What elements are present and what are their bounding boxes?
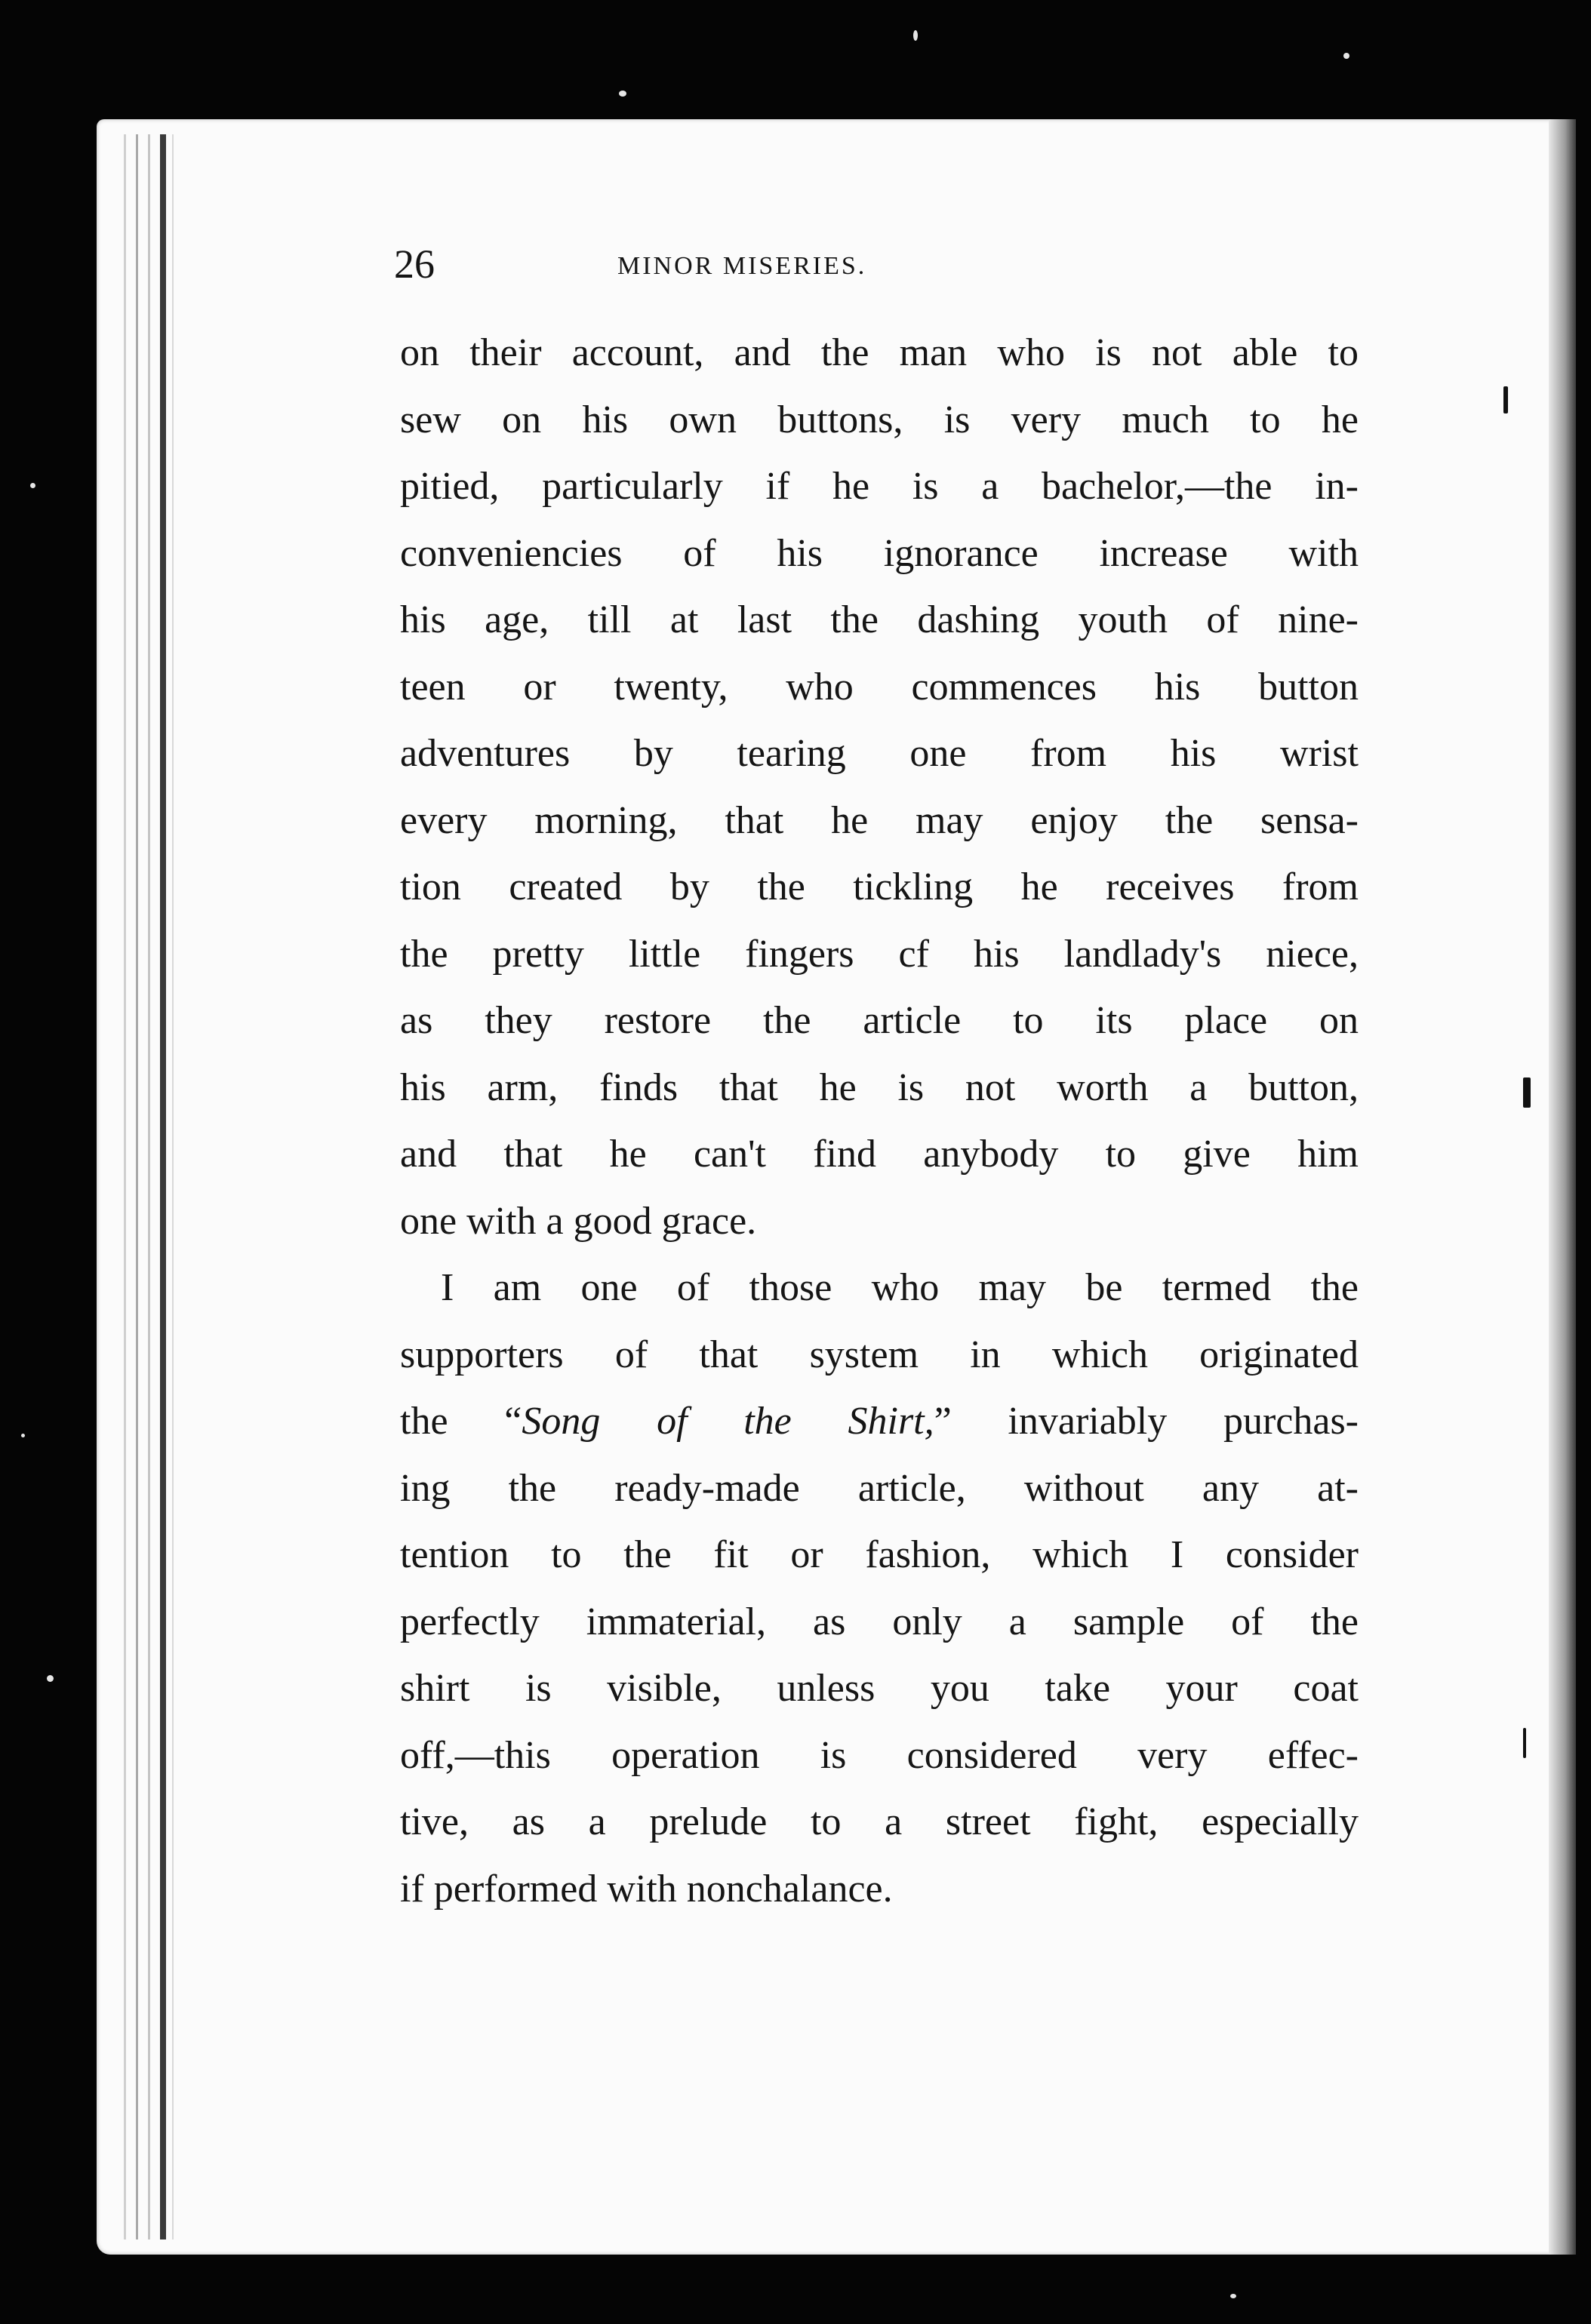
adjacent-page-edge xyxy=(1549,119,1576,2255)
text-line: on their account, and the man who is not able to xyxy=(400,331,1359,374)
paragraph-2 xyxy=(400,1255,1359,1923)
text-line: shirt is visible, unless you take your coat xyxy=(400,1667,1359,1710)
song-title: Song of the Shirt, xyxy=(522,1400,934,1443)
page-number: 26 xyxy=(394,241,435,287)
text-line: tention to the fit or fashion, which I consider xyxy=(400,1533,1359,1576)
text-line: his arm, finds that he is not worth a button, xyxy=(400,1065,1359,1109)
text-line-with-title xyxy=(400,1388,1359,1456)
text-line: as they restore the article to its place on xyxy=(400,999,1359,1042)
page-stack-edge xyxy=(97,134,180,2239)
text-line: I am one of those who may be termed the xyxy=(441,1266,1359,1309)
text-line: tive, as a prelude to a street fight, especially xyxy=(400,1800,1359,1843)
text-line: tion created by the tickling he receives from xyxy=(400,865,1359,908)
text-line: if performed with nonchalance. xyxy=(400,1867,893,1911)
text-line: his age, till at last the dashing youth of nine- xyxy=(400,598,1359,641)
text-line: and that he can't find anybody to give him xyxy=(400,1133,1359,1176)
text-line: the pretty little fingers cf his landlady's niece, xyxy=(400,932,1359,976)
text-line: every morning, that he may enjoy the sensa- xyxy=(400,798,1359,842)
text-line: ing the ready-made article, without any at- xyxy=(400,1466,1359,1510)
text-line: pitied, particularly if he is a bachelor,—the in- xyxy=(400,465,1359,508)
text-line: conveniencies of his ignorance increase with xyxy=(400,531,1359,575)
text-line: adventures by tearing one from his wrist xyxy=(400,732,1359,775)
text-fragment: the “ xyxy=(400,1400,522,1443)
paragraph-1 xyxy=(400,320,1359,1255)
text-line: teen or twenty, who commences his button xyxy=(400,665,1359,709)
body-text xyxy=(400,320,1359,1923)
text-line: sew on his own buttons, is very much to he xyxy=(400,398,1359,441)
text-line: off,—this operation is considered very effec- xyxy=(400,1733,1359,1777)
running-head: MINOR MISERIES. xyxy=(617,252,867,280)
text-fragment: ” invariably purchas- xyxy=(934,1400,1359,1443)
text-line: one with a good grace. xyxy=(400,1199,757,1243)
page-header xyxy=(394,241,1058,287)
text-line: perfectly immaterial, as only a sample of the xyxy=(400,1600,1359,1643)
text-line: supporters of that system in which originated xyxy=(400,1333,1359,1376)
